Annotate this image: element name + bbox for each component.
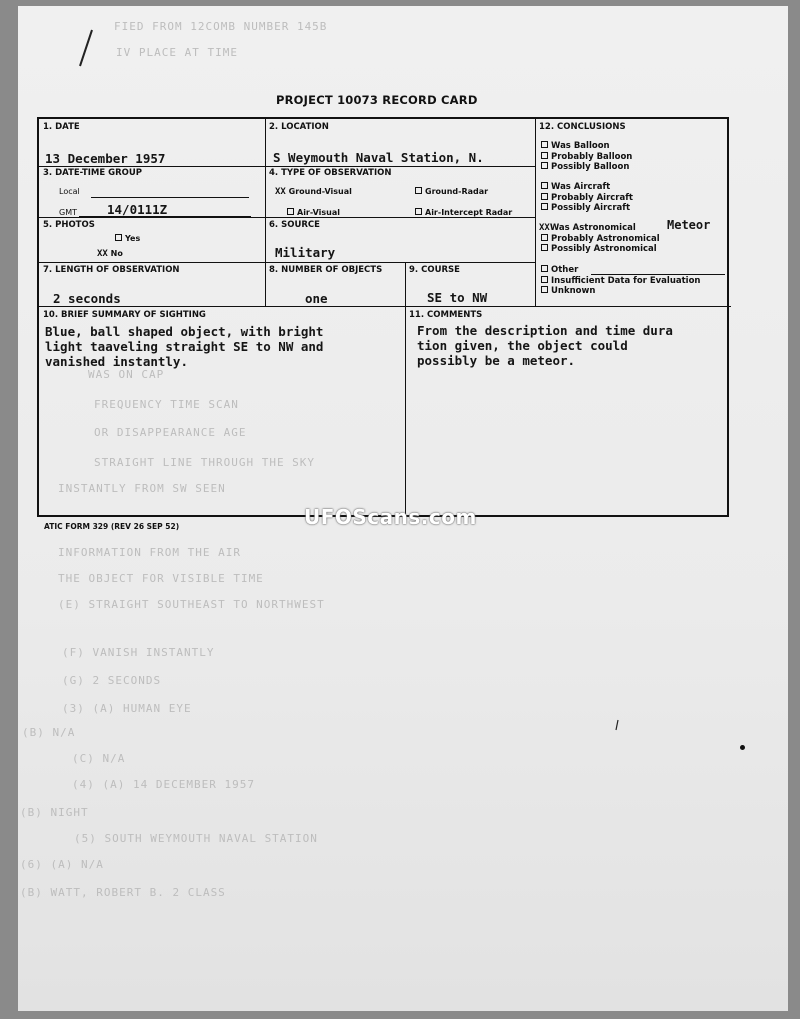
conclusions-label: 12. CONCLUSIONS [539, 122, 626, 132]
bleed-line: (B) NIGHT [20, 806, 89, 819]
bleed-line: STRAIGHT LINE THROUGH THE SKY [94, 456, 316, 469]
dtg-label: 3. DATE-TIME GROUP [43, 168, 143, 178]
conclusion-typed-note: Meteor [667, 218, 711, 232]
bleed-line: FIED FROM 12COMB NUMBER 145B [114, 20, 328, 33]
bleed-line: WAS ON CAP [88, 368, 165, 381]
bleed-line: FREQUENCY TIME SCAN [94, 398, 239, 411]
summary-text: Blue, ball shaped object, with bright light taaveling straight SE to NW and vanished instantly. [45, 324, 324, 369]
source-label: 6. SOURCE [269, 220, 320, 230]
date-label: 1. DATE [43, 122, 80, 132]
objects-label: 8. NUMBER OF OBJECTS [269, 265, 383, 275]
source-value: Military [275, 245, 336, 260]
conclusion-probably-aircraft: Probably Aircraft [541, 193, 633, 203]
bleed-line: (4) (A) 14 DECEMBER 1957 [72, 778, 255, 791]
comments-label: 11. COMMENTS [409, 310, 483, 320]
conclusion-possibly-balloon: Possibly Balloon [541, 162, 629, 172]
form-footer: ATIC FORM 329 (REV 26 SEP 52) [44, 522, 180, 531]
photos-yes-option: Yes [115, 234, 140, 243]
bleed-line: (6) (A) N/A [20, 858, 104, 871]
bleed-line: (F) VANISH INSTANTLY [62, 646, 215, 659]
conclusion-probably-astronomical: Probably Astronomical [541, 234, 660, 244]
course-label: 9. COURSE [409, 265, 460, 275]
card-title: PROJECT 10073 RECORD CARD [276, 93, 478, 107]
bleed-line: THE OBJECT FOR VISIBLE TIME [58, 572, 264, 585]
bleed-line: OR DISAPPEARANCE AGE [94, 426, 247, 439]
location-label: 2. LOCATION [269, 122, 329, 132]
length-label: 7. LENGTH OF OBSERVATION [43, 265, 180, 275]
bleed-line: INFORMATION FROM THE AIR [58, 546, 241, 559]
comments-text: From the description and time dura tion given, the object could possibly be a meteor. [417, 323, 673, 368]
bleed-line: (C) N/A [72, 752, 126, 765]
conclusion-was-aircraft: Was Aircraft [541, 182, 610, 192]
conclusion-probably-balloon: Probably Balloon [541, 152, 632, 162]
length-value: 2 seconds [53, 291, 121, 306]
photos-label: 5. PHOTOS [43, 220, 95, 230]
conclusion-was-astronomical: XXWas Astronomical [539, 223, 636, 233]
gmt-value: 14/0111Z [107, 202, 168, 217]
date-value: 13 December 1957 [45, 151, 166, 166]
course-value: SE to NW [427, 290, 488, 305]
summary-label: 10. BRIEF SUMMARY OF SIGHTING [43, 310, 206, 320]
air-visual-option: Air-Visual [287, 208, 340, 217]
conclusion-insufficient-data: Insufficient Data for Evaluation [541, 276, 701, 286]
bleed-line: (E) STRAIGHT SOUTHEAST TO NORTHWEST [58, 598, 325, 611]
pen-mark [76, 28, 96, 74]
site-watermark: UFOScans.com [304, 505, 477, 529]
conclusion-other: Other [541, 265, 578, 275]
ground-visual-option: XX Ground-Visual [275, 187, 352, 197]
objects-value: one [305, 291, 328, 306]
bleed-line: (B) WATT, ROBERT B. 2 CLASS [20, 886, 226, 899]
bleed-line: (G) 2 SECONDS [62, 674, 162, 687]
conclusion-possibly-astronomical: Possibly Astronomical [541, 244, 657, 254]
local-label: Local [59, 187, 80, 196]
ink-dot [740, 745, 745, 750]
gmt-label: GMT [59, 208, 77, 217]
ink-tick [614, 716, 620, 735]
bleed-line: (3) (A) HUMAN EYE [62, 702, 192, 715]
photos-no-option: XX No [97, 249, 123, 259]
bleed-line: IV PLACE AT TIME [116, 46, 238, 59]
air-intercept-option: Air-Intercept Radar [415, 208, 512, 217]
type-label: 4. TYPE OF OBSERVATION [269, 168, 392, 178]
conclusion-was-balloon: Was Balloon [541, 141, 610, 151]
ground-radar-option: Ground-Radar [415, 187, 488, 196]
bleed-line: INSTANTLY FROM SW SEEN [58, 482, 226, 495]
record-card [37, 117, 729, 517]
conclusion-unknown: Unknown [541, 286, 595, 296]
bleed-line: (5) SOUTH WEYMOUTH NAVAL STATION [74, 832, 318, 845]
conclusion-possibly-aircraft: Possibly Aircraft [541, 203, 630, 213]
location-value: S Weymouth Naval Station, N. [273, 150, 484, 165]
bleed-line: (B) N/A [22, 726, 76, 739]
